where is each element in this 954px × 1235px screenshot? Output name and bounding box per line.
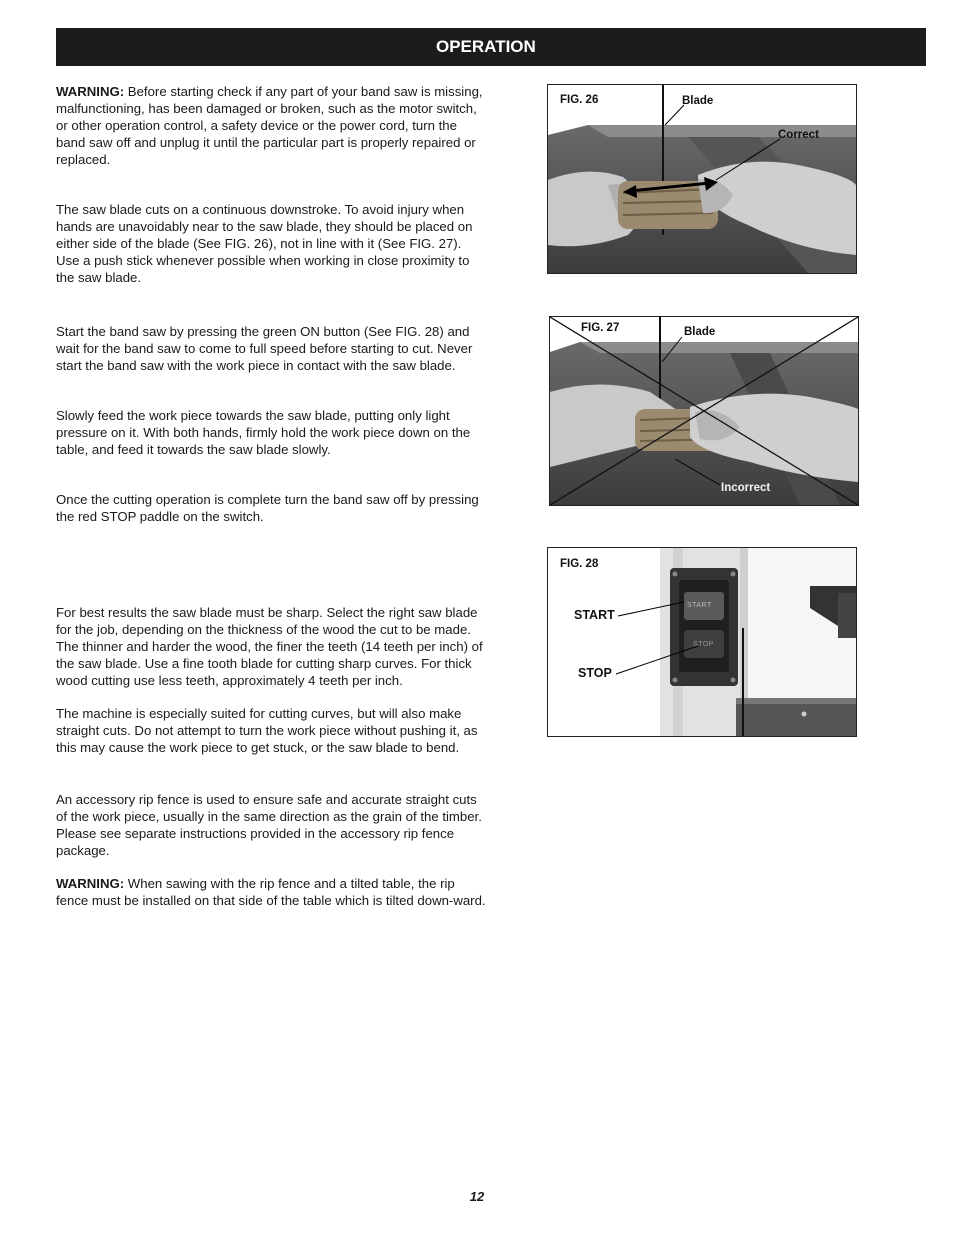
fig27-blade-callout: Blade xyxy=(684,326,716,338)
paragraph-rip-fence: An accessory rip fence is used to ensure safe and accurate straight cuts of the work piece, usually in the same direction as the grain of the timber. Please see separate instructions provided in the accessory rip fence package. xyxy=(56,792,482,858)
fig28-label: FIG. 28 xyxy=(560,558,599,570)
paragraph-blade: For best results the saw blade must be sharp. Select the right saw blade for the job, depending on the thickness of the wood the cut to be made. The thinner and harder the wood, the finer the teeth (14 teeth per inch) of the saw blade. Use a fine tooth blade for cutting sharp curves. For thick wood cutting use less teeth, approximately 4 teeth per inch. xyxy=(56,605,483,688)
paragraph-curves: The machine is especially suited for cutting curves, but will also make straight cuts. Do not attempt to turn the work piece without pushing it, as this may cause the work piece to get stuck, or the saw blade to bend. xyxy=(56,706,478,755)
paragraph-start: Start the band saw by pressing the green ON button (See FIG. 28) and wait for the band saw to come to full speed before starting to cut. Never start the band saw with the work piece in contact with the saw blade. xyxy=(56,324,473,373)
fig26-label: FIG. 26 xyxy=(560,94,599,106)
paragraph-warning-2: WARNING: When sawing with the rip fence and a tilted table, the rip fence must be installed on that side of the table which is tilted down-ward. xyxy=(56,876,486,908)
fig27-label: FIG. 27 xyxy=(581,322,620,334)
page-number: 12 xyxy=(469,1189,485,1204)
paragraph-warning-1: WARNING: Before starting check if any part of your band saw is missing, malfunctioning, has been damaged or broken, such as the motor switch, or other operation control, a safety device or the power cord, turn the band saw off and unplug it until the particular part is properly repaired or replaced. xyxy=(56,84,483,167)
fig26-blade-callout: Blade xyxy=(682,95,714,107)
paragraph-feed: Slowly feed the work piece towards the saw blade, putting only light pressure on it. With both hands, firmly hold the work piece down on the table, and feed it towards the saw blade slowly. xyxy=(56,408,471,457)
fig28-stop-button: STOP xyxy=(693,641,714,648)
section-title: OPERATION xyxy=(436,37,536,56)
fig28-start-button: START xyxy=(687,602,712,609)
fig28-start-callout: START xyxy=(574,608,615,622)
paragraph-hands: The saw blade cuts on a continuous downstroke. To avoid injury when hands are unavoidably near to the saw blade, they should be placed on either side of the blade (See FIG. 26), not in line with it (See FIG. 27). Use a push stick whenever possible when working in close proximity to the saw blade. xyxy=(56,202,473,285)
fig28-stop-callout: STOP xyxy=(578,666,612,680)
text-column xyxy=(56,83,486,909)
fig27-photo xyxy=(550,317,858,505)
fig27-incorrect-callout: Incorrect xyxy=(721,482,771,494)
figure-27 xyxy=(549,316,859,506)
fig26-photo xyxy=(548,85,856,273)
figure-26 xyxy=(547,84,857,274)
section-header xyxy=(56,28,926,66)
fig26-correct-callout: Correct xyxy=(778,129,819,141)
figure-28 xyxy=(547,547,857,737)
paragraph-stop: Once the cutting operation is complete turn the band saw off by pressing the red STOP paddle on the switch. xyxy=(56,492,479,524)
